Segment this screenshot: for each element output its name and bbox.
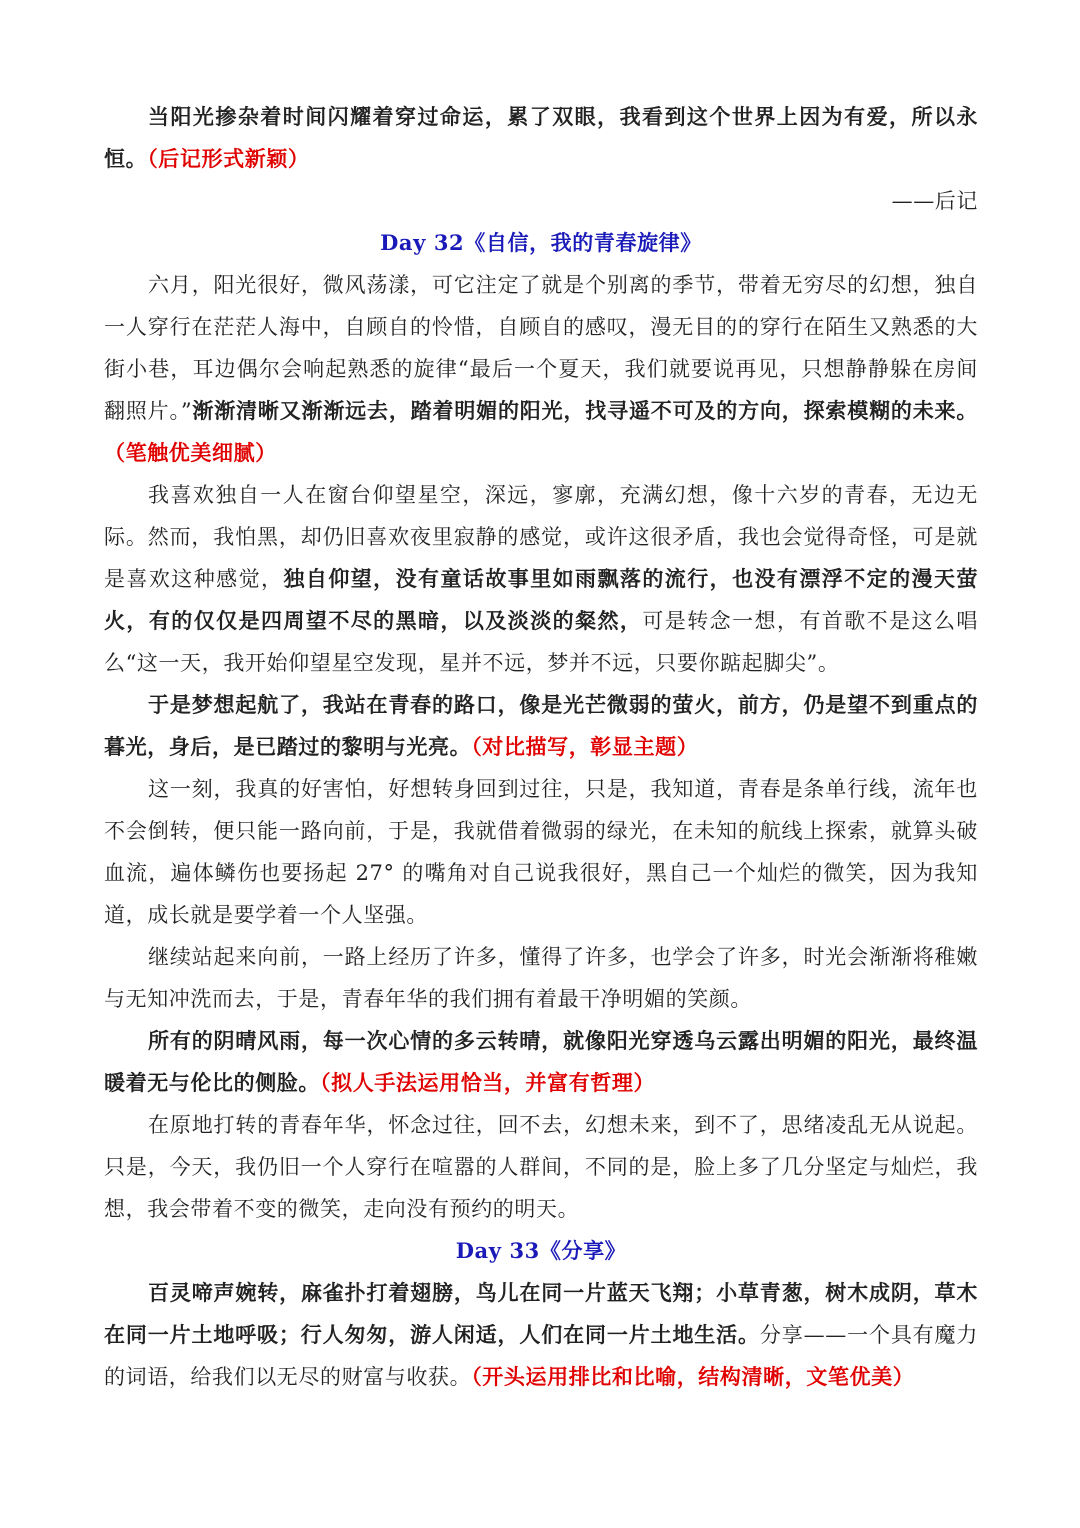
- intro-closing-paragraph: [104, 96, 978, 180]
- essay-33-title: Day 33《分享》: [455, 1238, 627, 1263]
- essay-32-p3-bold: 于是梦想起航了，我站在青春的路口，像是光芒微弱的萤火，前方，仍是望不到重点的暮光，身后，是已踏过的黎明与光亮。: [104, 692, 978, 759]
- essay-33-p1-comment: （开头运用排比和比喻，结构清晰，文笔优美）: [471, 1364, 915, 1389]
- essay-32-paragraph-4: 这一刻，我真的好害怕，好想转身回到过往，只是，我知道，青春是条单行线，流年也不会倒转，便只能一路向前，于是，我就借着微弱的绿光，在未知的航线上探索，就算头破血流，遍体鳞伤也要扬起 27° 的嘴角对自己说我很好，黑自己一个灿烂的微笑，因为我知道，成长就是要学着一个人坚强。: [104, 777, 978, 927]
- intro-closing-comment: （后记形式新颖）: [147, 146, 310, 171]
- essay-32-p2-text-b: 可是转念一想，有首歌不是这么唱么“这一天，我开始仰望星空发现，星并不远，梦并不远，只要你踮起脚尖”。: [104, 609, 978, 675]
- essay-32-paragraph-5: 继续站起来向前，一路上经历了许多，懂得了许多，也学会了许多，时光会渐渐将稚嫩与无知冲洗而去，于是，青春年华的我们拥有着最干净明媚的笑颜。: [104, 945, 978, 1011]
- afterword-signature: ——后记: [891, 189, 978, 213]
- essay-32-paragraph-7: 在原地打转的青春年华，怀念过往，回不去，幻想未来，到不了，思绪凌乱无从说起。只是，今天，我仍旧一个人穿行在喧嚣的人群间，不同的是，脸上多了几分坚定与灿烂，我想，我会带着不变的微笑，走向没有预约的明天。: [104, 1113, 978, 1221]
- document-page: [104, 96, 978, 1398]
- essay-33-p1-text: 分享——一个具有魔力的词语，给我们以无尽的财富与收获。: [104, 1323, 979, 1389]
- essay-32-p2-bold: 独自仰望，没有童话故事里如雨飘落的流行，也没有漂浮不定的漫天萤火，有的仅仅是四周望不尽的黑暗，以及淡淡的粲然，: [104, 566, 978, 633]
- essay-32-p3-comment: （对比描写，彰显主题）: [471, 734, 699, 759]
- essay-32-paragraph-2: [104, 474, 978, 684]
- essay-32-paragraph-6: [104, 1020, 978, 1104]
- essay-32-paragraph-1: [104, 264, 978, 474]
- essay-33-paragraph-1: [104, 1272, 978, 1398]
- essay-32-title: Day 32《自信，我的青春旋律》: [380, 230, 702, 255]
- intro-closing-line: 当阳光掺杂着时间闪耀着穿过命运，累了双眼，我看到这个世界上因为有爱，所以永恒。: [104, 104, 978, 171]
- essay-32-p1-bold: 渐渐清晰又渐渐远去，踏着明媚的阳光，找寻遥不可及的方向，探索模糊的未来。: [192, 398, 978, 423]
- essay-32-p6-comment: （拟人手法运用恰当，并富有哲理）: [320, 1070, 656, 1095]
- essay-32-p2-text-a: 我喜欢独自一人在窗台仰望星空，深远，寥廓，充满幻想，像十六岁的青春，无边无际。然而，我怕黑，却仍旧喜欢夜里寂静的感觉，或许这很矛盾，我也会觉得奇怪，可是就是喜欢这种感觉，: [104, 483, 978, 591]
- essay-33-p1-bold: 百灵啼声婉转，麻雀扑打着翅膀，鸟儿在同一片蓝天飞翔；小草青葱，树木成阴，草木在同一片土地呼吸；行人匆匆，游人闲适，人们在同一片土地生活。: [104, 1280, 978, 1347]
- essay-32-p6-bold: 所有的阴晴风雨，每一次心情的多云转晴，就像阳光穿透乌云露出明媚的阳光，最终温暖着无与伦比的侧脸。: [104, 1028, 978, 1095]
- essay-32-paragraph-3: [104, 684, 978, 768]
- essay-32-p1-text: 六月，阳光很好，微风荡漾，可它注定了就是个别离的季节，带着无穷尽的幻想，独自一人穿行在茫茫人海中，自顾自的怜惜，自顾自的感叹，漫无目的的穿行在陌生又熟悉的大街小巷，耳边偶尔会响起熟悉的旋律“最后一个夏天，我们就要说再见，只想静静躲在房间翻照片。”: [104, 273, 978, 423]
- essay-32-p1-comment: （笔触优美细腻）: [104, 440, 277, 465]
